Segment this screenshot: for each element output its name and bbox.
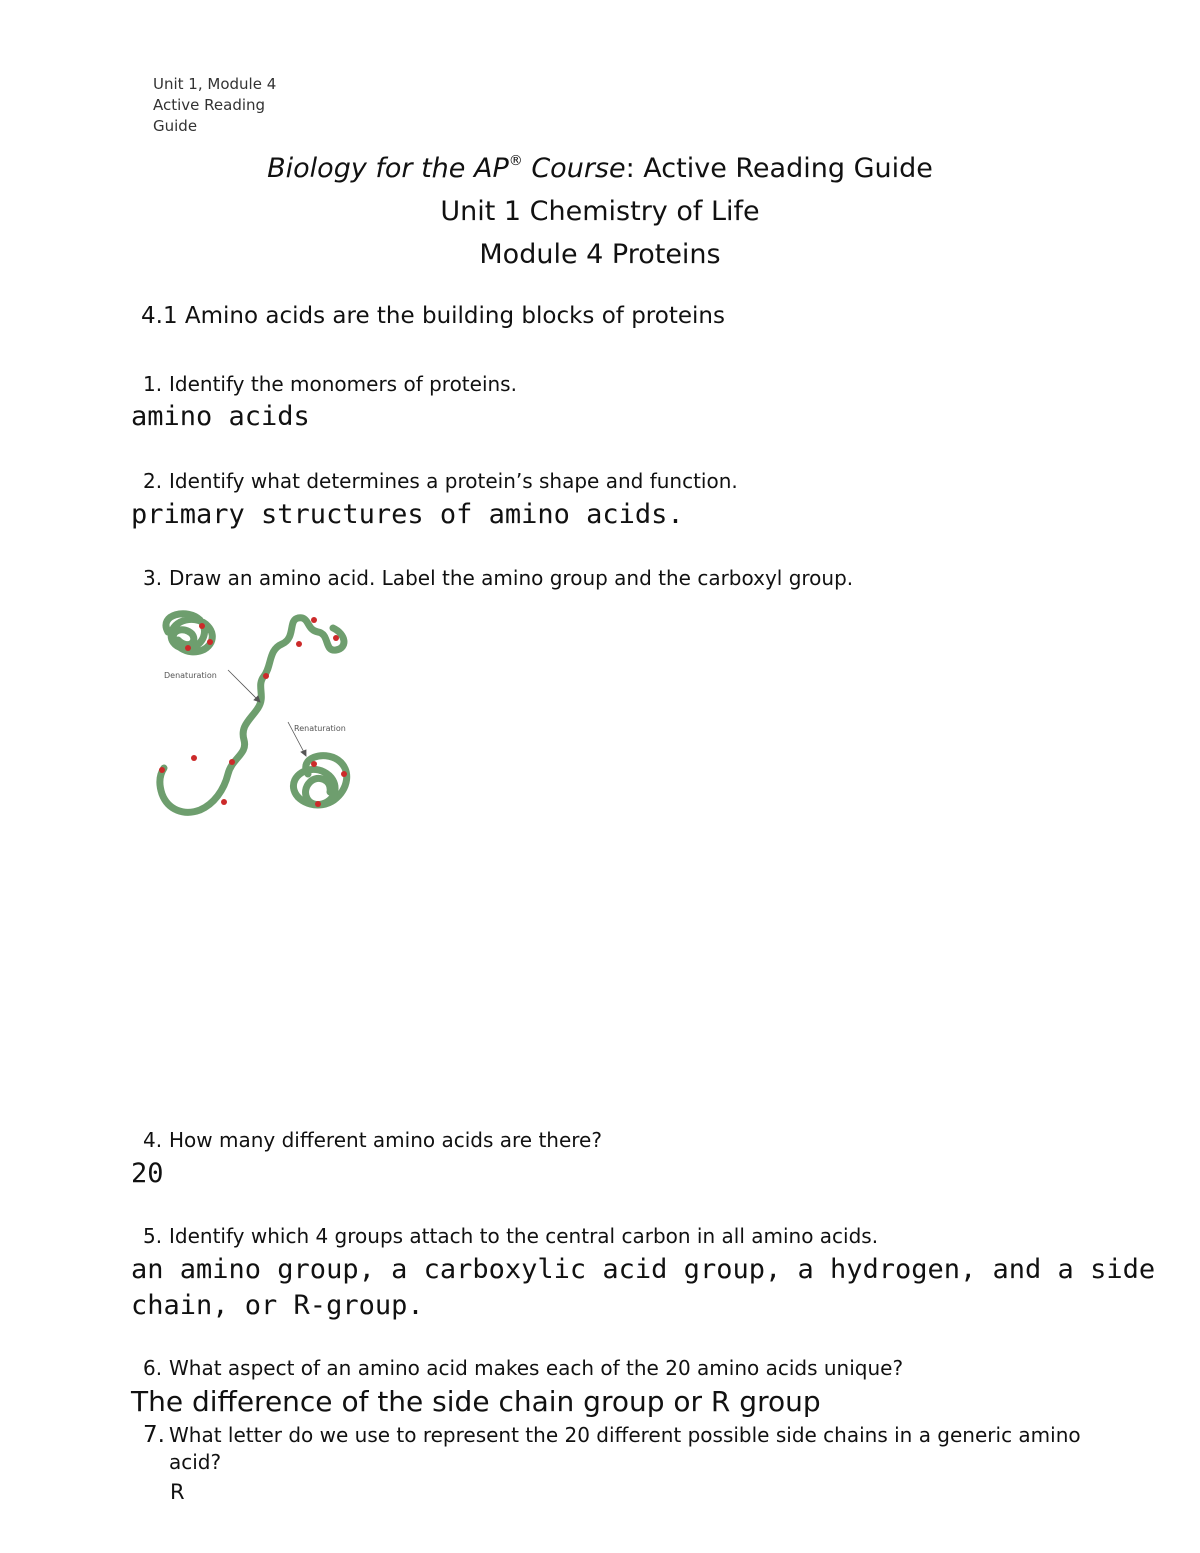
arrows — [228, 670, 306, 756]
answer-2: primary structures of amino acids. — [131, 499, 684, 530]
side-chain-dot — [341, 771, 347, 777]
section-heading: 4.1 Amino acids are the building blocks of proteins — [141, 303, 725, 329]
question-number: 4. — [143, 1128, 163, 1152]
side-chain-dot — [207, 639, 213, 645]
side-chain-dot — [315, 801, 321, 807]
question-1 — [143, 372, 517, 396]
question-text: How many different amino acids are there? — [169, 1128, 602, 1152]
title-italic: Biology for the AP — [267, 153, 509, 184]
side-chain-dot — [263, 673, 269, 679]
side-chain-dot — [229, 759, 235, 765]
header-line-3: Guide — [153, 117, 198, 135]
side-chain-dot — [191, 755, 197, 761]
question-text: Identify what determines a protein’s shape and function. — [169, 469, 738, 493]
question-text: Identify which 4 groups attach to the central carbon in all amino acids. — [169, 1224, 879, 1248]
question-number: 3. — [143, 566, 163, 590]
question-number: 2. — [143, 469, 163, 493]
question-text: Identify the monomers of proteins. — [169, 372, 517, 396]
registered-mark: ® — [508, 153, 523, 169]
answer-5-line-1: an amino group, a carboxylic acid group, a hydrogen, and a side — [131, 1254, 1156, 1285]
answer-6: The difference of the side chain group or R group — [131, 1385, 821, 1418]
strand-group — [160, 614, 347, 813]
side-chain-dot — [221, 799, 227, 805]
side-chain-dot — [199, 623, 205, 629]
question-number: 7. — [143, 1422, 165, 1448]
answer-1: amino acids — [131, 401, 310, 432]
protein-folding-figure — [148, 604, 368, 826]
question-4 — [143, 1128, 602, 1152]
question-2 — [143, 469, 738, 493]
question-7 — [143, 1422, 1083, 1476]
question-text: What aspect of an amino acid makes each of the 20 amino acids unique? — [169, 1356, 904, 1380]
document-header — [153, 74, 276, 137]
denaturation-arrow — [228, 670, 260, 702]
side-chain-dot — [333, 635, 339, 641]
side-chain-dot — [185, 645, 191, 651]
side-chain-dot — [311, 761, 317, 767]
arrowhead — [301, 750, 306, 756]
document-title — [0, 140, 1200, 276]
question-text: Draw an amino acid. Label the amino group and the carboxyl group. — [169, 566, 854, 590]
answer-7: R — [170, 1480, 185, 1504]
question-3 — [143, 566, 853, 590]
answer-4: 20 — [131, 1158, 164, 1189]
folded-protein-bottom-right — [293, 756, 346, 805]
title-line-2: Unit 1 Chemistry of Life — [440, 196, 760, 227]
side-chain-dot — [159, 767, 165, 773]
answer-5-line-2: chain, or R-group. — [131, 1290, 424, 1321]
denaturation-label: Denaturation — [164, 671, 217, 680]
title-line-3: Module 4 Proteins — [479, 239, 721, 270]
title-rest: : Active Reading Guide — [625, 153, 933, 184]
title-course: Course — [522, 153, 626, 184]
side-chain-dot — [296, 641, 302, 647]
question-number: 5. — [143, 1224, 163, 1248]
question-number: 6. — [143, 1356, 163, 1380]
header-line-2: Active Reading — [153, 96, 266, 114]
title-line-1 — [0, 140, 1200, 190]
header-line-1: Unit 1, Module 4 — [153, 75, 277, 93]
question-5 — [143, 1224, 878, 1248]
question-text: What letter do we use to represent the 20 different possible side chains in a generic amino acid? — [169, 1423, 1081, 1474]
renaturation-label: Renaturation — [294, 724, 346, 733]
question-number: 1. — [143, 372, 163, 396]
question-6 — [143, 1356, 903, 1380]
side-chain-dot — [311, 617, 317, 623]
